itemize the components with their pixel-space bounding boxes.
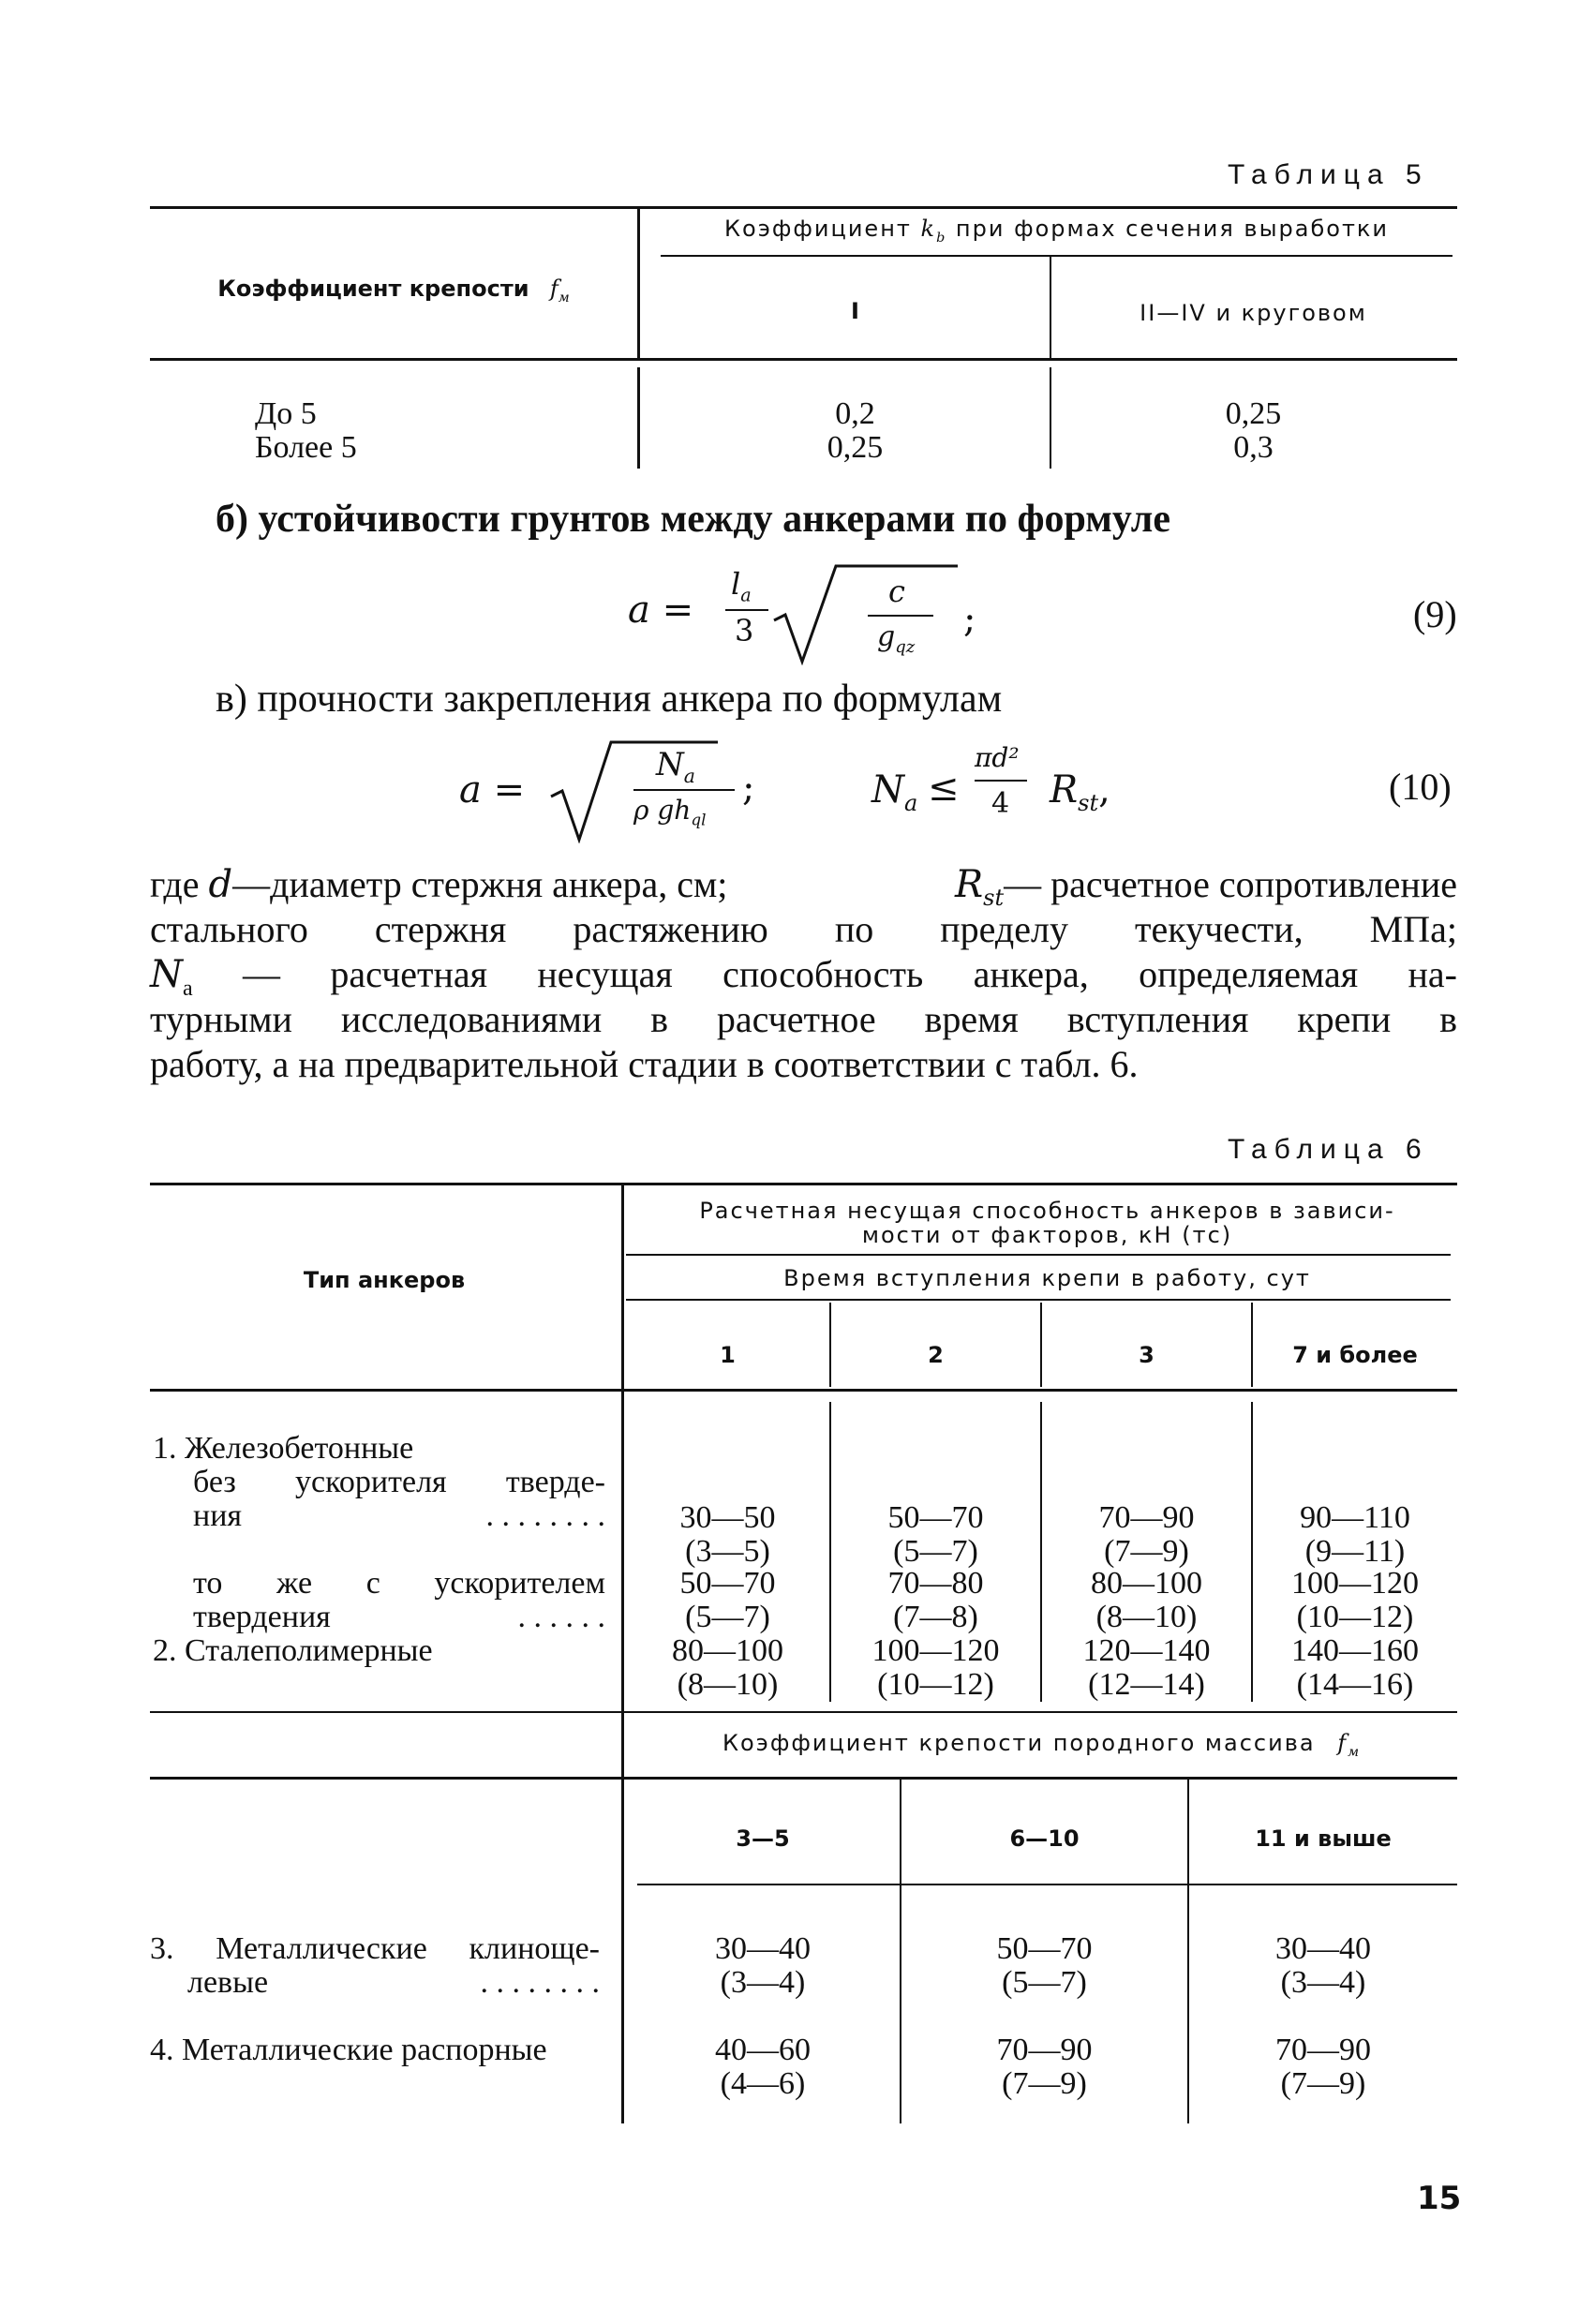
table6-row-1b-label: то же с ускорителем — [193, 1566, 605, 1601]
table6-row-1-label: 1. Железобетонные — [153, 1431, 414, 1466]
table6-row-1-v3: 70—90 — [1098, 1500, 1195, 1535]
table6-group-line-2: мости от факторов, кН (тс) — [861, 1222, 1233, 1248]
table6-day-3: 3 — [1139, 1342, 1155, 1368]
table6-row-2-v3: 120—140 — [1082, 1633, 1211, 1668]
table5-row-2-v1: 0,25 — [827, 430, 884, 465]
table6-row-1-p3: (7—9) — [1104, 1534, 1189, 1569]
table6-row-3-p3: (3—4) — [1280, 1965, 1366, 2000]
table5-vline-1b — [637, 367, 640, 469]
table5-col-group-pre: Коэффициент — [723, 216, 912, 242]
table5-top-rule — [150, 206, 1457, 209]
table5-col-coef — [150, 276, 637, 305]
table5-header-rule — [150, 358, 1457, 361]
table6-row-4-label: 4. Металлические распорные — [150, 2033, 547, 2067]
table6-row-2-v4: 140—160 — [1291, 1633, 1419, 1668]
para-where-line-2: стального стержня растяжению по пределу текучести, МПа; — [150, 908, 1457, 950]
table6-mass-rule — [150, 1777, 1457, 1780]
table5-row-1-v2: 0,25 — [1225, 396, 1282, 431]
table6-mass-header — [626, 1730, 1457, 1760]
table5-caption: Таблица 5 — [1228, 159, 1429, 190]
table5-col-group-post: при формах сечения выработки — [955, 216, 1390, 242]
table6-caption: Таблица 6 — [1228, 1134, 1429, 1165]
table6-row-1b-p2: (7—8) — [893, 1600, 978, 1634]
table6-row-1b-v3: 80—100 — [1091, 1566, 1202, 1601]
table6-range-1: 3—5 — [736, 1825, 790, 1852]
table5-col-coef-label: Коэффициент крепости — [217, 276, 529, 302]
table6-day-2: 2 — [928, 1342, 944, 1368]
table5-col-coef-symbol: $f_м$ — [549, 276, 570, 305]
formula-9-label: (9) — [1413, 593, 1457, 635]
formula-10-label: (10) — [1389, 766, 1452, 808]
table6-row-2-v2: 100—120 — [871, 1633, 1000, 1668]
para-where-line-4: турными исследованиями в расчетное время вступления крепи в — [150, 998, 1457, 1040]
table6-header-rule — [150, 1389, 1457, 1392]
formula-10: a = $N_a$ ρ $gh_{ql}$ ; $N_a$ ≤ πd² 4 $R_{st}$, — [459, 740, 1190, 843]
table6-row-1-sublabel: без ускорителя тверде- — [193, 1465, 605, 1499]
table6-row-3-label: 3. Металлические клинощe- — [150, 1931, 600, 1966]
table6-subgroup: Время вступления крепи в работу, сут — [783, 1265, 1311, 1291]
table6-day-1: 1 — [720, 1342, 736, 1368]
table6-row-1b-v4: 100—120 — [1291, 1566, 1419, 1601]
table6-row-1-p1: (3—5) — [685, 1534, 770, 1569]
para-where-line-3: $N_a$ — расчетная несущая способность анкера, определяемая на- — [150, 953, 1457, 1001]
table6-row-1-v2: 50—70 — [887, 1500, 984, 1535]
table6-row-2-p4: (14—16) — [1296, 1667, 1414, 1702]
table6-range-2: 6—10 — [1009, 1825, 1080, 1852]
table6-row-2-p3: (12—14) — [1088, 1667, 1205, 1702]
table5-col-group — [661, 216, 1452, 246]
table6-mid-rule — [150, 1711, 1457, 1713]
table6-col-type: Тип анкеров — [303, 1267, 466, 1293]
table6-subgroup-rule — [626, 1299, 1451, 1301]
para-v: в) прочности закрепления анкера по формулам — [216, 678, 1003, 721]
table5-group-rule — [661, 255, 1452, 257]
para-b: б) устойчивости грунтов между анкерами по формуле — [216, 498, 1171, 541]
table6-row-1-p4: (9—11) — [1304, 1534, 1406, 1569]
table6-range-3: 11 и выше — [1255, 1825, 1392, 1852]
table6-row-1b-v1: 50—70 — [679, 1566, 776, 1601]
table5-col-2: II—IV и круговом — [1140, 300, 1367, 326]
table6-row-3-v1: 30—40 — [715, 1931, 811, 1966]
table6-row-4-p3: (7—9) — [1280, 2066, 1366, 2101]
table6-row-4-p1: (4—6) — [720, 2066, 806, 2101]
table6-row-1b-v2: 70—80 — [887, 1566, 984, 1601]
table6-mass-symbol: $f_м$ — [1337, 1730, 1362, 1760]
table6-row-3-p2: (5—7) — [1002, 1965, 1087, 2000]
table6-row-1-v1: 30—50 — [679, 1500, 776, 1535]
table5-row-2-v2: 0,3 — [1233, 430, 1274, 465]
para-where-line-1: где d—диаметр стержня анкера, см; $R_{st}—$ расчетное сопротивление — [150, 863, 1457, 911]
table6-mass-label: Коэффициент крепости породного массива — [722, 1730, 1316, 1756]
table6-row-4-v3: 70—90 — [1275, 2033, 1371, 2067]
table6-row-2-v1: 80—100 — [672, 1633, 783, 1668]
para-where-line-5: работу, а на предварительной стадии в соответствии с табл. 6. — [150, 1043, 1139, 1085]
table6-row-2-p2: (10—12) — [877, 1667, 994, 1702]
table6-vline-type — [621, 1184, 624, 2123]
table6-row-1b-p4: (10—12) — [1296, 1600, 1414, 1634]
table6-row-4-v1: 40—60 — [715, 2033, 811, 2067]
table5-vline-2b — [1050, 367, 1051, 469]
table6-row-1b-p3: (8—10) — [1095, 1600, 1198, 1634]
table5-vline-1 — [637, 208, 640, 358]
table6-row-1-v4: 90—110 — [1300, 1500, 1410, 1535]
table6-row-3-p1: (3—4) — [720, 1965, 806, 2000]
table6-row-4-v2: 70—90 — [996, 2033, 1093, 2067]
table6-row-4-p2: (7—9) — [1002, 2066, 1087, 2101]
table5-row-1-v1: 0,2 — [835, 396, 875, 431]
table5-vline-2 — [1050, 257, 1051, 358]
table5-row-2-label: Более 5 — [255, 430, 357, 465]
table6-row-2-label: 2. Сталеполимерные — [153, 1633, 433, 1668]
table6-top-rule — [150, 1183, 1457, 1185]
page-number: 15 — [1417, 2180, 1462, 2217]
table5-col-1: I — [851, 298, 859, 324]
table6-row-1-p2: (5—7) — [893, 1534, 978, 1569]
table6-row-2-p1: (8—10) — [677, 1667, 779, 1702]
table6-row-1b-p1: (5—7) — [685, 1600, 770, 1634]
formula-9: a = $l_a$ 3 c $g_{qz}$ ; — [600, 562, 993, 665]
table6-day-4: 7 и более — [1292, 1342, 1418, 1368]
table6-group-rule — [626, 1254, 1451, 1256]
sqrt-sign-9 — [770, 562, 958, 665]
table6-group-line-1: Расчетная несущая способность анкеров в зависи- — [699, 1198, 1395, 1224]
table6-range-rule — [637, 1884, 1457, 1885]
table5-col-group-symbol: $k_b$ — [920, 216, 947, 246]
table5-row-1-label: До 5 — [255, 396, 317, 431]
table6-row-3-v3: 30—40 — [1275, 1931, 1371, 1966]
table6-row-3-v2: 50—70 — [996, 1931, 1093, 1966]
